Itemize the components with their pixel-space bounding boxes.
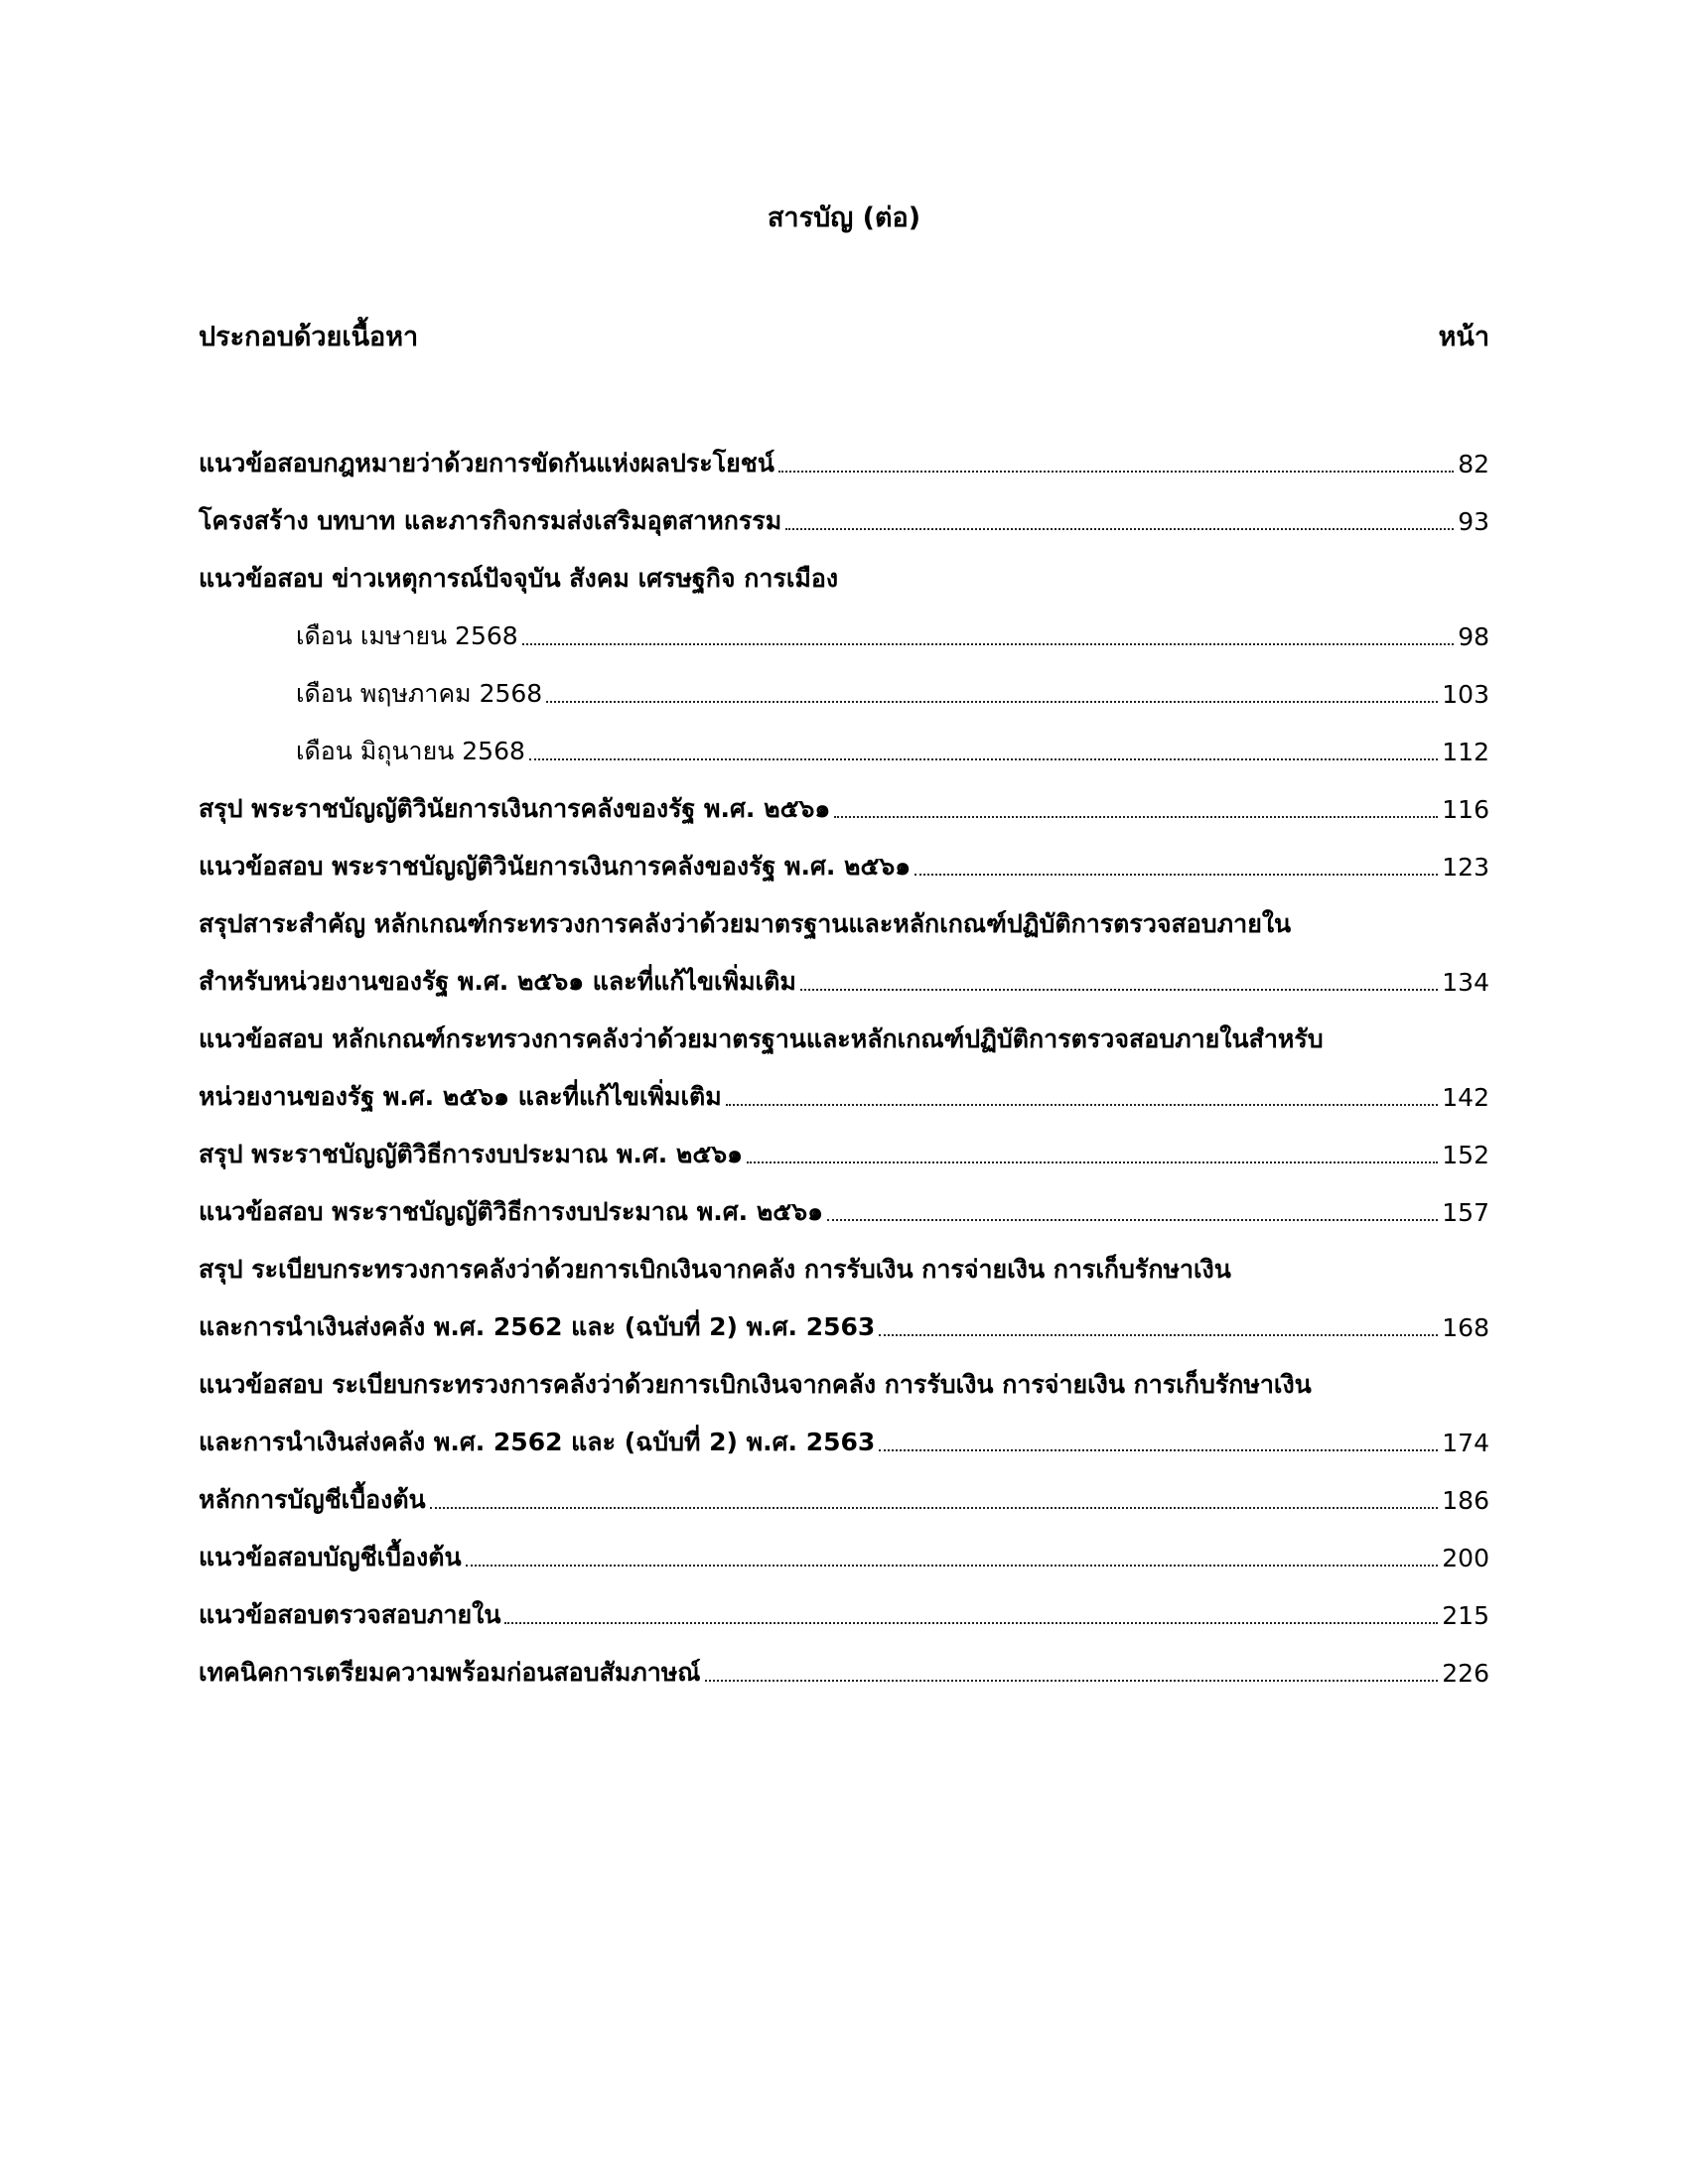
toc-entry (199, 1298, 1489, 1356)
toc-entry-page-number: 152 (1442, 1140, 1489, 1169)
toc-entry-page-number: 215 (1442, 1600, 1489, 1630)
column-header-page: หน้า (1438, 322, 1489, 352)
toc-entry (199, 1356, 1489, 1414)
toc-entry-page-number: 82 (1458, 449, 1489, 478)
dot-leader (705, 1680, 1439, 1682)
dot-leader (785, 528, 1454, 530)
toc-entry (199, 1529, 1489, 1586)
toc-entry-title: โครงสร้าง บทบาท และภารกิจกรมส่งเสริมอุตสาหกรรม (199, 506, 782, 535)
toc-entry (199, 665, 1489, 723)
dot-leader (827, 1219, 1438, 1221)
toc-entry-title: แนวข้อสอบบัญชีเบื้องต้น (199, 1543, 462, 1571)
toc-entry (199, 1644, 1489, 1702)
toc-entry-title: และการนำเงินส่งคลัง พ.ศ. 2562 และ (ฉบับที่ 2) พ.ศ. 2563 (199, 1428, 876, 1456)
toc-entry-page-number: 226 (1442, 1658, 1489, 1688)
dot-leader (834, 816, 1438, 818)
dot-leader (914, 874, 1438, 876)
dot-leader (747, 1161, 1438, 1163)
dot-leader (504, 1622, 1438, 1624)
toc-entry-page-number: 123 (1442, 852, 1489, 882)
dot-leader (546, 701, 1438, 703)
toc-entry-title: แนวข้อสอบ พระราชบัญญัติวินัยการเงินการคลังของรัฐ พ.ศ. ๒๕๖๑ (199, 852, 912, 881)
toc-entry-title: และการนำเงินส่งคลัง พ.ศ. 2562 และ (ฉบับที่ 2) พ.ศ. 2563 (199, 1312, 876, 1341)
toc-entry-title: หลักการบัญชีเบื้องต้น (199, 1485, 426, 1514)
toc-entry (199, 723, 1489, 780)
toc-entry-title: แนวข้อสอบ ข่าวเหตุการณ์ปัจจุบัน สังคม เศรษฐกิจ การเมือง (199, 564, 839, 593)
toc-entry (199, 1241, 1489, 1298)
toc-entry-page-number: 157 (1442, 1197, 1489, 1227)
toc-entry-page-number: 142 (1442, 1082, 1489, 1112)
toc-entry-page-number: 116 (1442, 794, 1489, 824)
toc-entry (199, 780, 1489, 838)
toc-entry-title: เดือน เมษายน 2568 (296, 621, 518, 650)
toc-entry-page-number: 186 (1442, 1485, 1489, 1515)
toc-entry-title: แนวข้อสอบตรวจสอบภายใน (199, 1600, 501, 1629)
toc-entry (199, 1471, 1489, 1529)
toc-entry (199, 838, 1489, 895)
dot-leader (430, 1507, 1439, 1509)
toc-entry (199, 492, 1489, 550)
toc-entry-page-number: 200 (1442, 1543, 1489, 1572)
dot-leader (522, 643, 1455, 645)
toc-entry-title: สรุปสาระสำคัญ หลักเกณฑ์กระทรวงการคลังว่าด้วยมาตรฐานและหลักเกณฑ์ปฏิบัติการตรวจสอบภายใน (199, 909, 1292, 938)
toc-entry (199, 1586, 1489, 1644)
toc-entry-title: สรุป พระราชบัญญัติวิธีการงบประมาณ พ.ศ. ๒๕๖๑ (199, 1140, 744, 1168)
toc-entry-page-number: 98 (1458, 621, 1489, 651)
dot-leader (879, 1449, 1438, 1451)
toc-entry-title: สรุป พระราชบัญญัติวินัยการเงินการคลังของรัฐ พ.ศ. ๒๕๖๑ (199, 794, 831, 823)
toc-entry-title: แนวข้อสอบ หลักเกณฑ์กระทรวงการคลังว่าด้วยมาตรฐานและหลักเกณฑ์ปฏิบัติการตรวจสอบภายในสำหรับ (199, 1024, 1324, 1053)
toc-entry-title: เดือน พฤษภาคม 2568 (296, 679, 543, 708)
dot-leader (800, 989, 1438, 991)
toc-entry (199, 1126, 1489, 1183)
toc-entry (199, 953, 1489, 1011)
toc-entry (199, 1414, 1489, 1471)
toc-entry-page-number: 103 (1442, 679, 1489, 709)
toc-entry-title: แนวข้อสอบ ระเบียบกระทรวงการคลังว่าด้วยการเบิกเงินจากคลัง การรับเงิน การจ่ายเงิน การเก็บรักษาเงิน (199, 1370, 1312, 1399)
toc-entry-page-number: 112 (1442, 737, 1489, 766)
toc-entry-page-number: 93 (1458, 506, 1489, 536)
dot-leader (778, 471, 1454, 473)
dot-leader (726, 1104, 1439, 1106)
toc-entry (199, 895, 1489, 953)
toc-entry-page-number: 168 (1442, 1312, 1489, 1342)
toc-entry-title: หน่วยงานของรัฐ พ.ศ. ๒๕๖๑ และที่แก้ไขเพิ่มเติม (199, 1082, 722, 1111)
toc-entry-title: แนวข้อสอบกฎหมายว่าด้วยการขัดกันแห่งผลประโยชน์ (199, 449, 774, 478)
toc-entry-title: สำหรับหน่วยงานของรัฐ พ.ศ. ๒๕๖๑ และที่แก้ไขเพิ่มเติม (199, 967, 796, 996)
dot-leader (529, 758, 1438, 760)
column-header-contents: ประกอบด้วยเนื้อหา (199, 322, 419, 352)
toc-entry (199, 435, 1489, 492)
toc-entry (199, 1011, 1489, 1068)
toc-entry (199, 608, 1489, 665)
toc-entry (199, 1068, 1489, 1126)
dot-leader (879, 1334, 1438, 1336)
dot-leader (466, 1565, 1439, 1567)
toc-entry-title: แนวข้อสอบ พระราชบัญญัติวิธีการงบประมาณ พ.ศ. ๒๕๖๑ (199, 1197, 823, 1226)
toc-entry-page-number: 174 (1442, 1428, 1489, 1457)
toc-entry-title: เดือน มิถุนายน 2568 (296, 737, 525, 765)
toc-entry-page-number: 134 (1442, 967, 1489, 997)
toc-entry (199, 1183, 1489, 1241)
page-title: สารบัญ (ต่อ) (767, 203, 921, 233)
toc-entry (199, 550, 1489, 608)
table-of-contents (199, 435, 1489, 1702)
toc-entry-title: สรุป ระเบียบกระทรวงการคลังว่าด้วยการเบิกเงินจากคลัง การรับเงิน การจ่ายเงิน การเก็บรักษาเงิน (199, 1255, 1231, 1284)
toc-entry-title: เทคนิคการเตรียมความพร้อมก่อนสอบสัมภาษณ์ (199, 1658, 701, 1687)
